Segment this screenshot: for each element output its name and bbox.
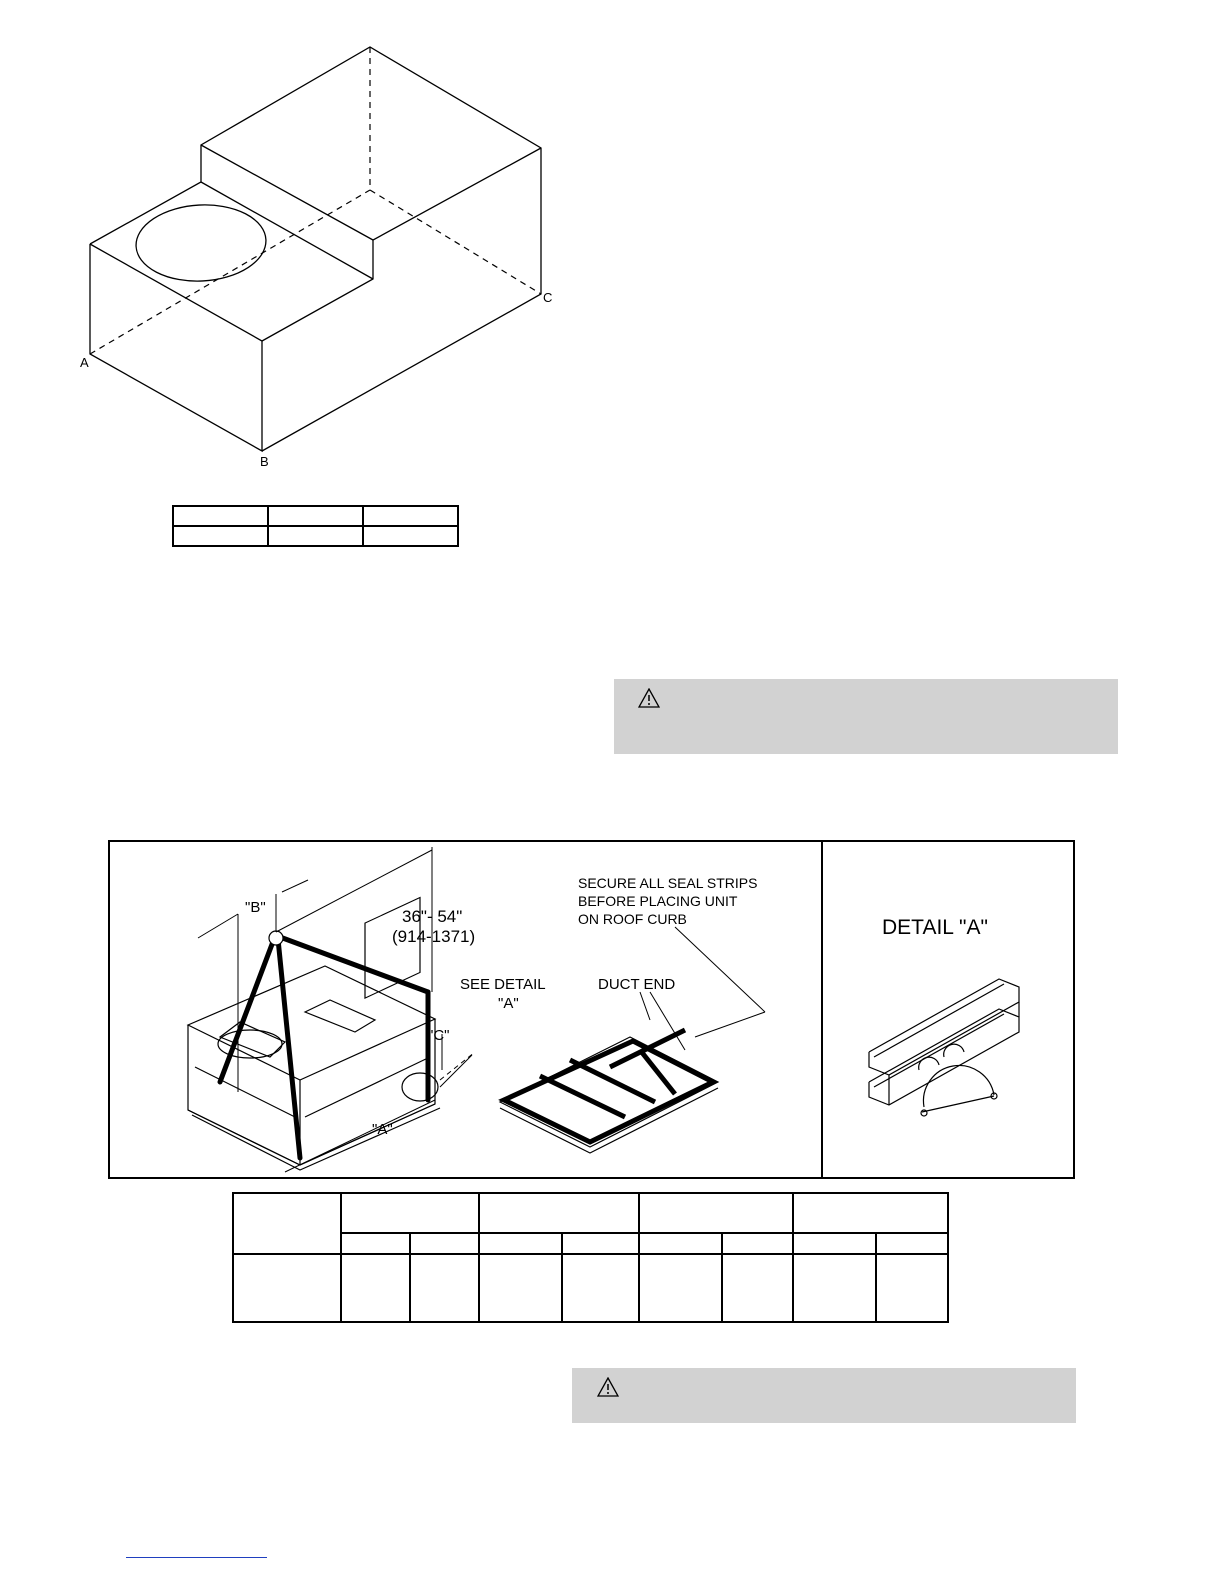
table-group-header [793,1193,948,1233]
table-cell [363,526,458,546]
table-cell [793,1254,876,1322]
table-cell [363,506,458,526]
table-row [173,506,458,526]
label-b: "B" [245,899,266,916]
corner-weight-table [172,505,459,547]
table-cell [341,1254,410,1322]
detail-a-drawing [824,842,1073,1177]
table-cell [722,1254,793,1322]
table-subheader [479,1233,562,1254]
rigging-drawing [110,842,820,1177]
table-cell [410,1254,479,1322]
rigging-weight-table [232,1192,949,1323]
footer-rule [126,1557,267,1558]
table-cell [173,506,268,526]
caution-box [614,679,1118,754]
height-dim: 36"- 54" [402,907,463,926]
seal-note-line2: BEFORE PLACING UNIT [578,893,738,909]
seal-note-line3: ON ROOF CURB [578,911,687,927]
table-cell [479,1254,562,1322]
see-detail-ref: "A" [498,995,519,1012]
corner-label-c: C [543,290,553,305]
label-a: "A" [372,1121,393,1138]
corner-weight-diagram [0,0,620,480]
corner-label-b: B [260,454,269,469]
table-cell [639,1254,722,1322]
caution-box [572,1368,1076,1423]
duct-end-label: DUCT END [598,976,676,993]
table-row [233,1254,948,1322]
detail-title: DETAIL "A" [882,916,988,939]
table-subheader [793,1233,876,1254]
table-row-label [233,1254,341,1322]
table-row [173,526,458,546]
see-detail-label: SEE DETAIL [460,976,546,993]
table-cell [268,526,363,546]
table-cell [562,1254,639,1322]
table-group-header [479,1193,639,1233]
table-cell [876,1254,948,1322]
table-subheader [410,1233,479,1254]
corner-label-a: A [80,355,89,370]
table-subheader [562,1233,639,1254]
table-cell [173,526,268,546]
table-cell [268,506,363,526]
table-subheader [722,1233,793,1254]
table-group-header [639,1193,793,1233]
warning-triangle-icon [597,1377,619,1397]
table-subheader-row [233,1233,948,1254]
warning-triangle-icon [638,688,660,708]
height-dim-mm: (914-1371) [392,927,476,946]
label-c: "C" [428,1027,450,1044]
table-subheader [639,1233,722,1254]
table-group-header [341,1193,479,1233]
table-subheader [876,1233,948,1254]
table-header-row [233,1193,948,1233]
table-corner-cell [233,1193,341,1254]
seal-note-line1: SECURE ALL SEAL STRIPS [578,875,758,891]
table-subheader [341,1233,410,1254]
figure-divider [821,840,823,1179]
